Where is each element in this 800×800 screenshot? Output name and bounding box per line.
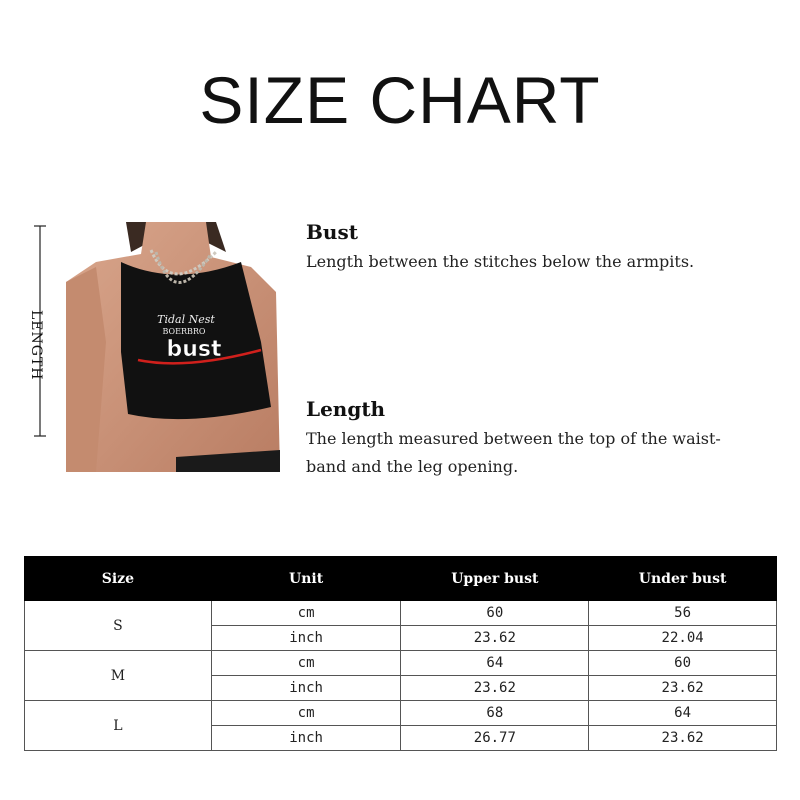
size-cell: M [25, 651, 212, 701]
under-bust-cell: 23.62 [589, 726, 777, 751]
page-title: SIZE CHART [199, 63, 601, 137]
product-photo [66, 222, 280, 472]
length-description-line1: The length measured between the top of the waist- [306, 429, 721, 448]
unit-cell: inch [211, 626, 401, 651]
bust-description: Length between the stitches below the armpits. [306, 252, 695, 271]
upper-bust-cell: 26.77 [401, 726, 589, 751]
upper-bust-cell: 64 [401, 651, 589, 676]
bust-term: Bust [306, 220, 358, 244]
unit-cell: inch [211, 726, 401, 751]
bust-definition [306, 220, 776, 276]
size-cell: L [25, 701, 212, 751]
under-bust-cell: 22.04 [589, 626, 777, 651]
under-bust-cell: 56 [589, 601, 777, 626]
shirt-print-line1: Tidal Nest [157, 313, 215, 326]
unit-cell: cm [211, 701, 401, 726]
length-term: Length [306, 397, 386, 421]
upper-bust-cell: 23.62 [401, 626, 589, 651]
length-description [306, 425, 776, 481]
size-cell: S [25, 601, 212, 651]
table-row [25, 651, 777, 676]
length-description-line2: band and the leg opening. [306, 457, 519, 476]
table-row [25, 701, 777, 726]
table-header-row [25, 557, 777, 601]
unit-cell: cm [211, 651, 401, 676]
upper-bust-cell: 60 [401, 601, 589, 626]
shirt-print-line2: BOERBRO [162, 327, 206, 336]
length-label: LENGTH [28, 310, 44, 381]
length-definition [306, 397, 776, 481]
unit-cell: cm [211, 601, 401, 626]
size-table [24, 556, 777, 751]
upper-bust-cell: 23.62 [401, 676, 589, 701]
header-upper-bust: Upper bust [401, 557, 589, 601]
header-under-bust: Under bust [589, 557, 777, 601]
table-row [25, 601, 777, 626]
under-bust-cell: 64 [589, 701, 777, 726]
upper-bust-cell: 68 [401, 701, 589, 726]
header-size: Size [25, 557, 212, 601]
unit-cell: inch [211, 676, 401, 701]
header-unit: Unit [211, 557, 401, 601]
under-bust-cell: 60 [589, 651, 777, 676]
under-bust-cell: 23.62 [589, 676, 777, 701]
bust-label: bust [166, 337, 222, 362]
